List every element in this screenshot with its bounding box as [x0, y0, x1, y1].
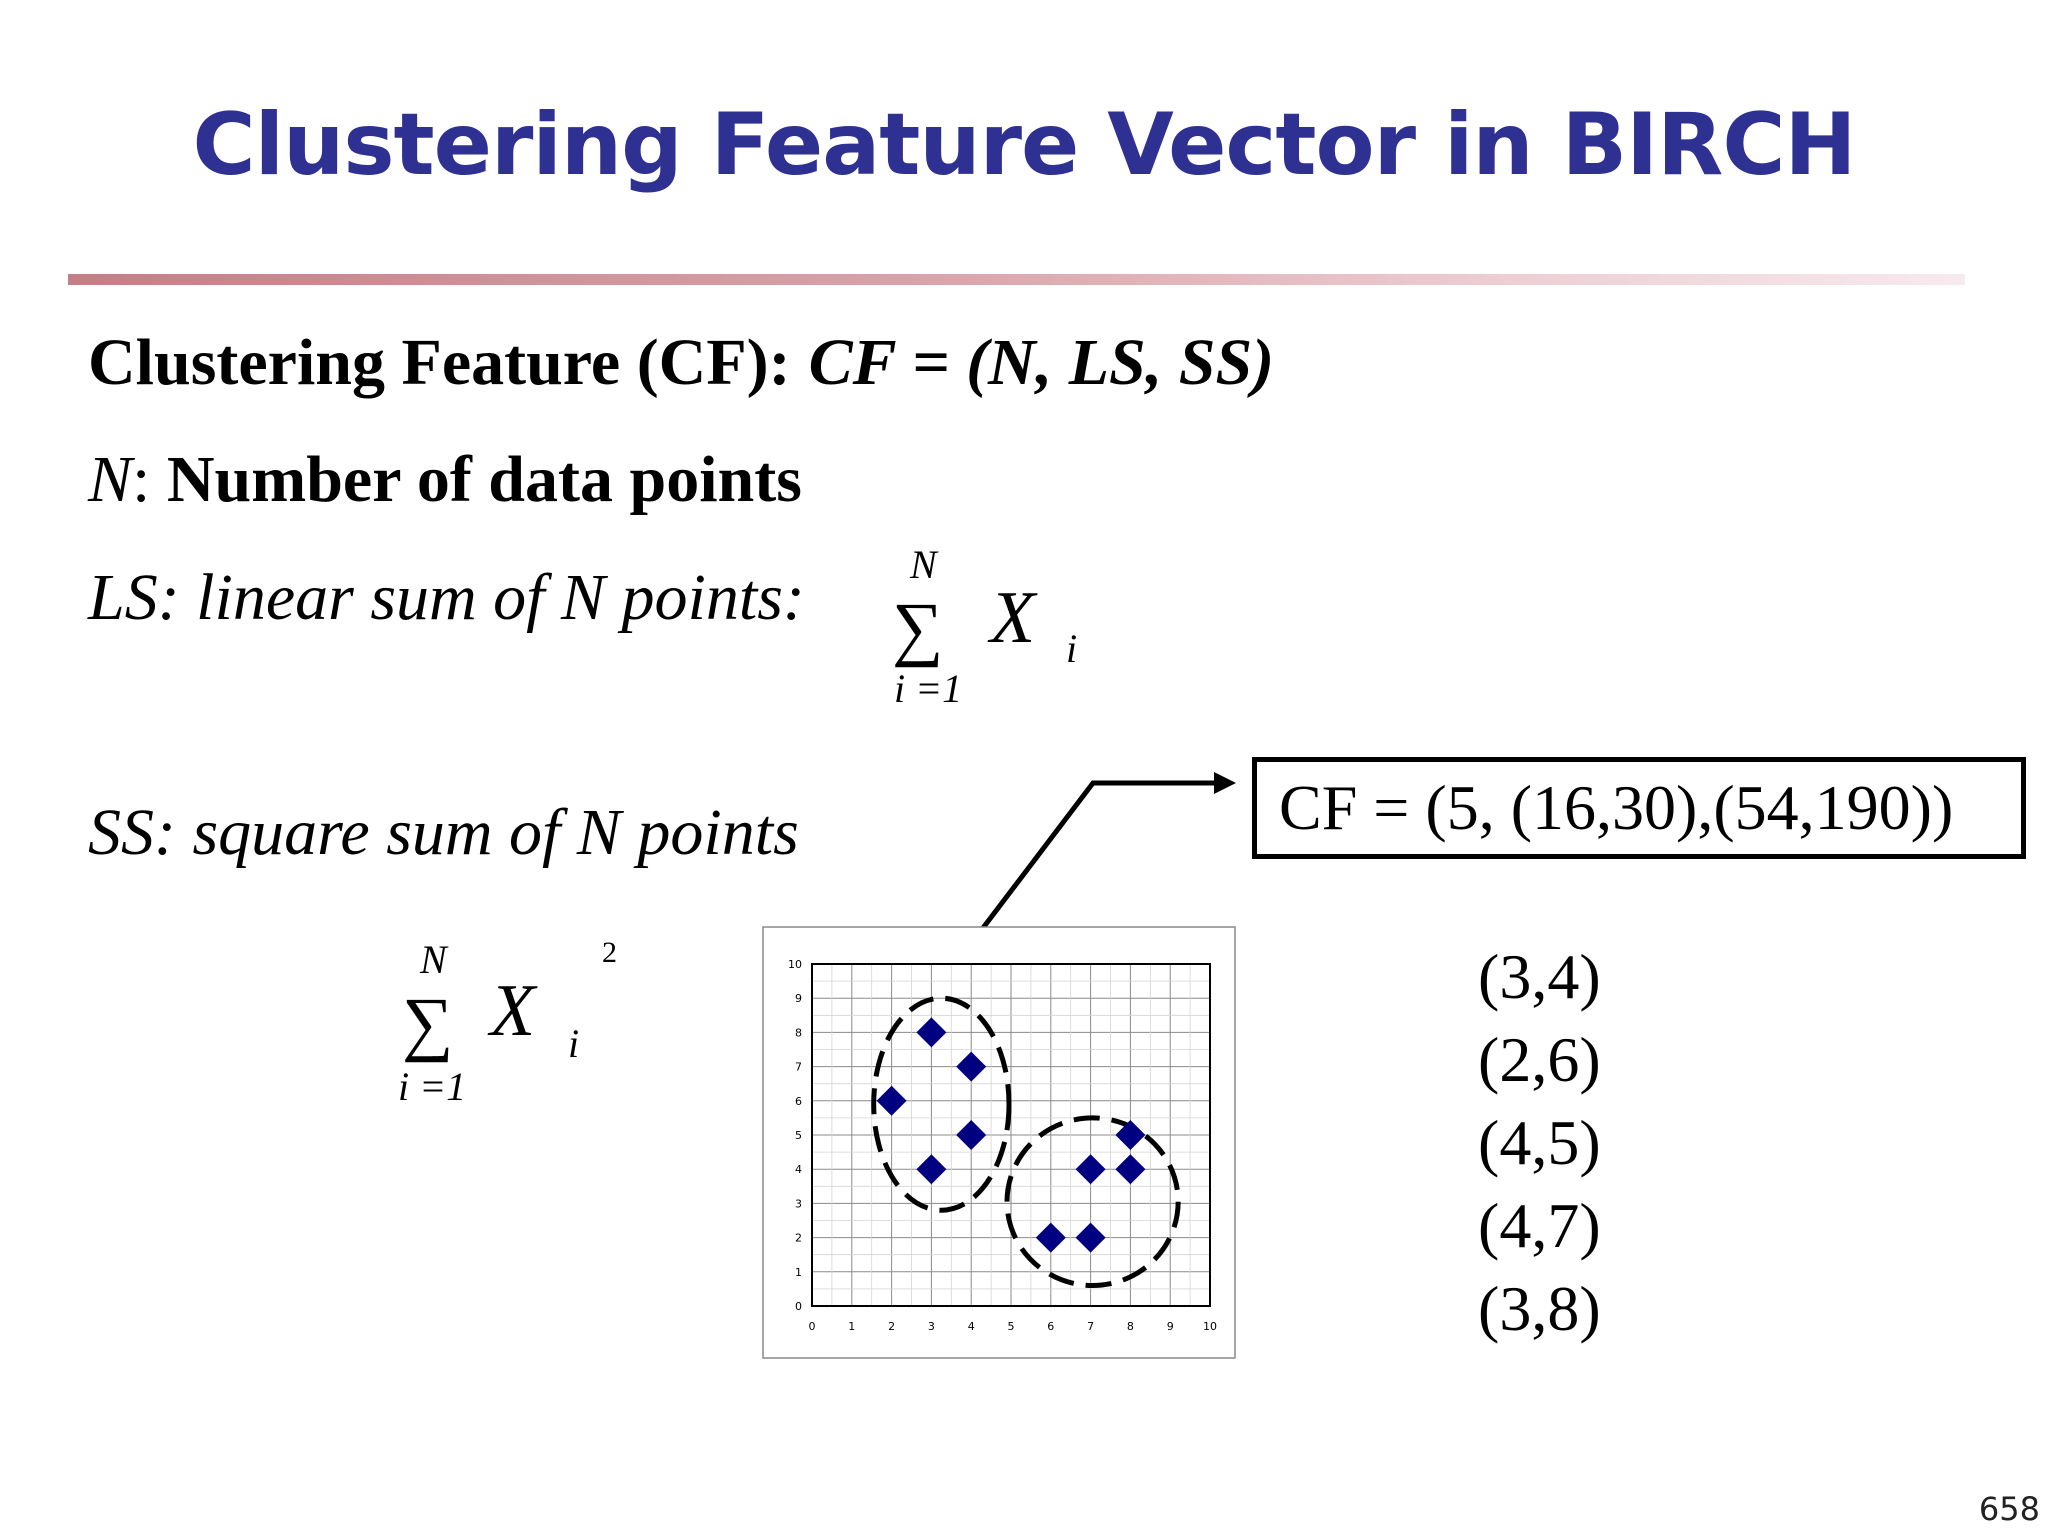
point-item: (4,7)	[1478, 1190, 1601, 1261]
arrowhead-icon	[1214, 772, 1236, 794]
cf-label: Clustering Feature (CF):	[88, 326, 791, 399]
x-tick-label: 4	[967, 1320, 975, 1333]
x-tick-label: 3	[927, 1320, 935, 1333]
plot-frame	[763, 927, 1235, 1358]
x-tick-label: 8	[1126, 1320, 1134, 1333]
y-tick-label: 0	[795, 1300, 802, 1313]
y-tick-label: 9	[795, 992, 802, 1006]
ls-sum-upper: N	[910, 542, 937, 587]
x-tick-label: 10	[1203, 1320, 1217, 1333]
x-tick-label: 2	[888, 1320, 896, 1333]
ss-sum-sub: i	[568, 1021, 580, 1066]
x-tick-label: 9	[1166, 1320, 1174, 1333]
y-tick-label: 10	[788, 958, 802, 971]
ls-sum-body: X	[990, 577, 1036, 659]
ls-sum-sub: i	[1066, 626, 1078, 671]
y-tick-label: 1	[795, 1265, 802, 1279]
y-tick-label: 6	[795, 1094, 802, 1108]
y-tick-label: 3	[795, 1197, 802, 1211]
ss-sum-lower: i =1	[398, 1064, 467, 1109]
n-variable: N	[88, 443, 133, 516]
y-tick-label: 7	[795, 1060, 802, 1074]
ls-sigma-icon: ∑	[892, 588, 944, 668]
y-tick-label: 5	[795, 1129, 802, 1142]
point-item: (2,6)	[1478, 1024, 1601, 1095]
ss-sum-body: X	[490, 970, 536, 1052]
y-tick-label: 2	[795, 1231, 802, 1245]
ss-definition-line: SS: square sum of N points	[88, 796, 799, 869]
x-tick-label: 5	[1007, 1320, 1015, 1333]
slide-title: Clustering Feature Vector in BIRCH	[192, 95, 1856, 195]
ls-definition-line: LS: linear sum of N points:	[88, 561, 805, 634]
ss-sigma-icon: ∑	[402, 983, 454, 1063]
point-item: (3,8)	[1478, 1273, 1601, 1344]
ls-sum-lower: i =1	[894, 666, 963, 711]
point-item: (3,4)	[1478, 941, 1601, 1012]
cf-formula: CF = (N, LS, SS)	[808, 326, 1275, 399]
x-tick-label: 6	[1047, 1320, 1055, 1333]
n-description: Number of data points	[166, 443, 802, 516]
x-tick-label: 1	[848, 1320, 856, 1333]
cf-value-box: CF = (5, (16,30),(54,190))	[1252, 757, 2026, 859]
point-item: (4,5)	[1478, 1107, 1601, 1178]
page-number: 658	[1978, 1490, 2040, 1528]
ss-sum-sup: 2	[602, 936, 617, 969]
x-tick-label: 0	[808, 1320, 816, 1333]
ss-sum-upper: N	[420, 937, 447, 982]
n-separator: :	[132, 443, 167, 516]
scatter-plot	[762, 926, 1236, 1359]
y-tick-label: 4	[795, 1163, 802, 1177]
y-tick-label: 8	[795, 1026, 802, 1040]
x-tick-label: 7	[1087, 1320, 1095, 1333]
